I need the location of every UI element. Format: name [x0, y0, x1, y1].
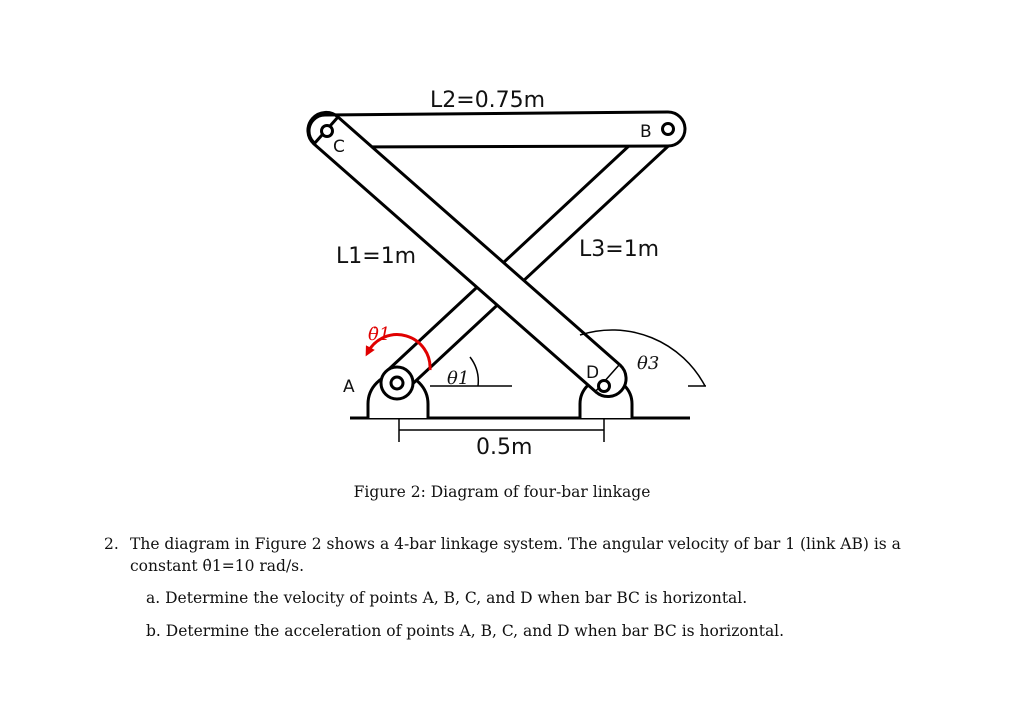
- point-A-label: A: [343, 377, 355, 397]
- point-B-label: B: [640, 122, 652, 142]
- part-a-label: a.: [146, 589, 161, 607]
- pin-D: [599, 381, 610, 392]
- pin-B: [663, 124, 674, 135]
- pivot-A-pin: [391, 377, 403, 389]
- pin-C: [322, 126, 333, 137]
- part-b-label: b.: [146, 622, 161, 640]
- L3-label: L3=1m: [579, 237, 660, 262]
- part-b-text: Determine the acceleration of points A, B, C, and D when bar BC is horizontal.: [165, 622, 785, 640]
- L2-label: L2=0.75m: [430, 88, 546, 113]
- theta1-label: θ1: [447, 368, 470, 389]
- figure-caption: Figure 2: Diagram of four-bar linkage: [353, 483, 651, 501]
- L1-label: L1=1m: [336, 244, 417, 269]
- problem-part-b: [146, 620, 934, 642]
- base-length-label: 0.5m: [476, 435, 533, 460]
- point-C-label: C: [333, 137, 345, 157]
- problem-parts: [104, 587, 934, 642]
- theta3-label: θ3: [637, 353, 660, 374]
- theta1-arc: [470, 357, 478, 386]
- point-D-label: D: [586, 363, 600, 383]
- theta1-dot-label: θ̇1: [368, 324, 391, 345]
- part-a-text: Determine the velocity of points A, B, C, and D when bar BC is horizontal.: [165, 589, 748, 607]
- problem-part-a: [146, 587, 934, 609]
- problem-block: [104, 533, 934, 653]
- problem-statement: The diagram in Figure 2 shows a 4-bar linkage system. The angular velocity of bar 1 (link AB) is a constant θ̇1=10 rad/s.: [130, 535, 901, 575]
- problem-number: 2.: [104, 535, 119, 553]
